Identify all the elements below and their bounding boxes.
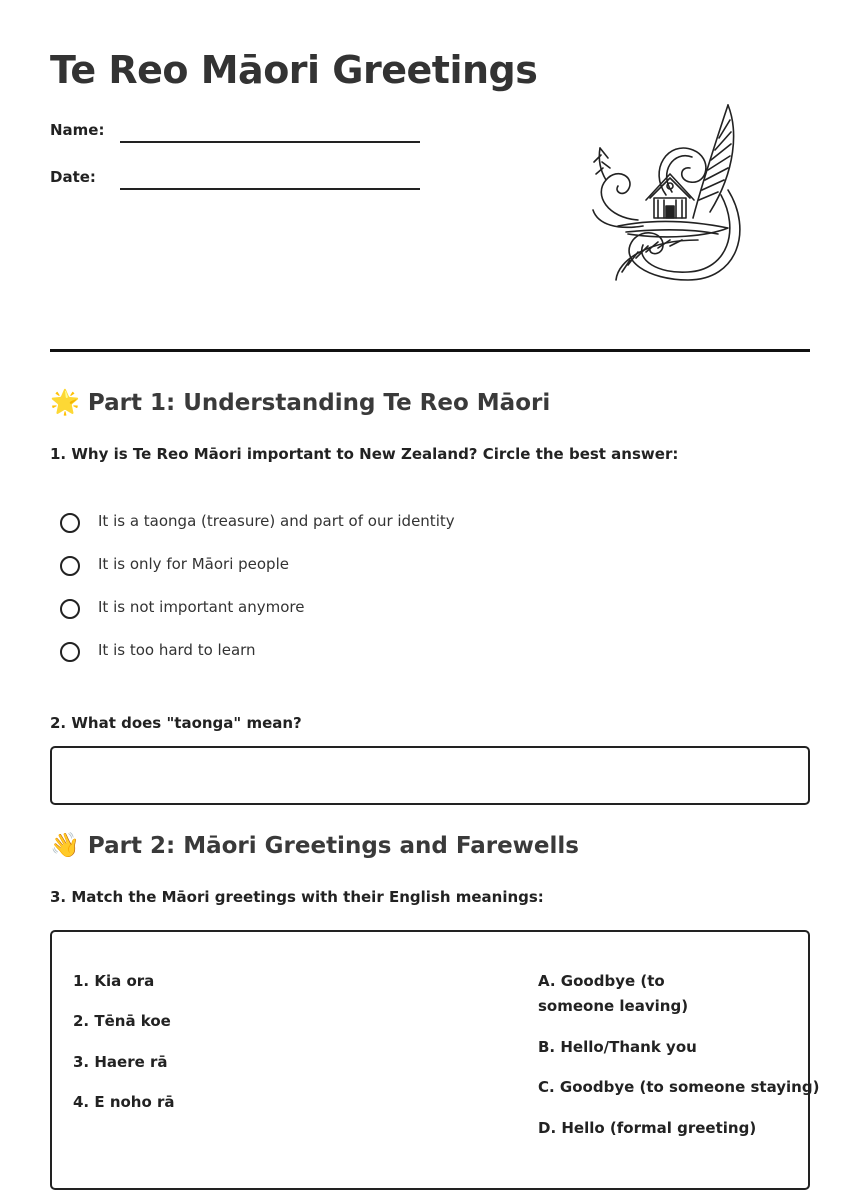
greeting-item: 1. Kia ora xyxy=(73,972,155,990)
part1-heading-text: Part 1: Understanding Te Reo Māori xyxy=(87,390,551,416)
part2-heading xyxy=(50,831,579,859)
meaning-item: D. Hello (formal greeting) xyxy=(538,1119,757,1137)
waving-hand-icon: 👋 xyxy=(50,831,80,859)
q1-option-text: It is too hard to learn xyxy=(98,641,256,659)
q1-option-text: It is a taonga (treasure) and part of our identity xyxy=(98,512,455,530)
q1-option-text: It is only for Māori people xyxy=(98,555,289,573)
date-label: Date: xyxy=(50,168,96,186)
part1-heading xyxy=(50,388,550,416)
part2-heading-text: Part 2: Māori Greetings and Farewells xyxy=(87,833,579,859)
name-line[interactable] xyxy=(120,141,420,143)
meaning-item: A. Goodbye (to someone leaving) xyxy=(538,972,689,1015)
date-line[interactable] xyxy=(120,188,420,190)
greeting-item: 2. Tēnā koe xyxy=(73,1012,171,1030)
question-1: 1. Why is Te Reo Māori important to New Zealand? Circle the best answer: xyxy=(50,445,679,463)
greeting-item: 4. E noho rā xyxy=(73,1093,175,1111)
meaning-item: B. Hello/Thank you xyxy=(538,1038,697,1056)
radio-circle-icon[interactable] xyxy=(60,556,80,576)
radio-circle-icon[interactable] xyxy=(60,599,80,619)
question-3: 3. Match the Māori greetings with their English meanings: xyxy=(50,888,544,906)
name-field[interactable] xyxy=(50,121,420,151)
radio-circle-icon[interactable] xyxy=(60,513,80,533)
header-divider xyxy=(50,349,810,352)
meaning-item: C. Goodbye (to someone staying) xyxy=(538,1078,820,1096)
matching-box xyxy=(50,930,820,1190)
wharenui-fern-koru-illustration-icon xyxy=(578,100,758,290)
star-icon: 🌟 xyxy=(50,388,80,416)
worksheet-title: Te Reo Māori Greetings xyxy=(50,48,538,92)
q1-option-text: It is not important anymore xyxy=(98,598,305,616)
greeting-item: 3. Haere rā xyxy=(73,1053,168,1071)
radio-circle-icon[interactable] xyxy=(60,642,80,662)
question-2: 2. What does "taonga" mean? xyxy=(50,714,302,732)
date-field[interactable] xyxy=(50,168,420,198)
name-label: Name: xyxy=(50,121,105,139)
q2-answer-box[interactable] xyxy=(50,746,810,805)
